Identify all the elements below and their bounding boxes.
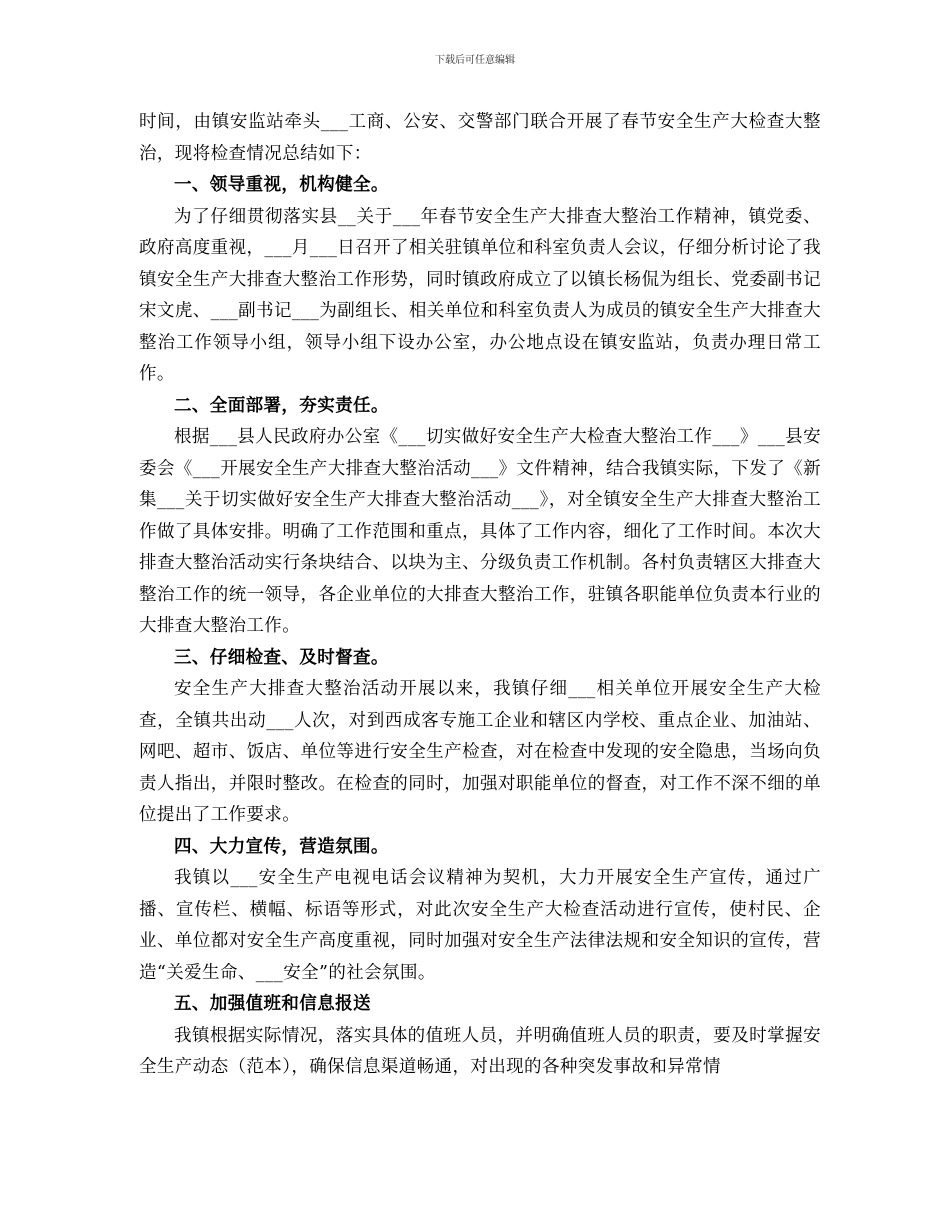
paragraph-section-5: 我镇根据实际情况，落实具体的值班人员，并明确值班人员的职责，要及时掌握安全生产动态（范本），确保信息渠道畅通，对出现的各种突发事故和异常情 xyxy=(139,1025,821,1077)
paragraph-section-4: 我镇以___安全生产电视电话会议精神为契机，大力开展安全生产宣传，通过广播、宣传栏、横幅、标语等形式，对此次安全生产大检查活动进行宣传，使村民、企业、单位都对安全生产高度重视，同时加强对安全生产法律法规和安全知识的宣传，营造“关爱生命、___安全”的社会氛围。 xyxy=(139,868,821,983)
paragraph-section-1: 为了仔细贯彻落实县__关于___年春节安全生产大排查大整治工作精神，镇党委、政府高度重视，___月___日召开了相关驻镇单位和科室负责人会议，仔细分析讨论了我镇安全生产大排查大整治工作形势，同时镇政府成立了以镇长杨侃为组长、党委副书记宋文虎、___副书记___为副组长、相关单位和科室负责人为成员的镇安全生产大排查大整治工作领导小组，领导小组下设办公室，办公地点设在镇安监站，负责办理日常工作。 xyxy=(139,206,821,384)
page-header: 下载后可任意编辑 xyxy=(435,55,515,66)
paragraph-section-3: 安全生产大排查大整治活动开展以来，我镇仔细___相关单位开展安全生产大检查，全镇共出动___人次，对到西成客专施工企业和辖区内学校、重点企业、加油站、网吧、超市、饭店、单位等进行安全生产检查，对在检查中发现的安全隐患，当场向负责人指出，并限时整改。在检查的同时，加强对职能单位的督查，对工作不深不细的单位提出了工作要求。 xyxy=(139,679,821,825)
paragraph-section-2: 根据___县人民政府办公室《___切实做好安全生产大检查大整治工作___》___县安委会《___开展安全生产大排查大整治活动___》文件精神，结合我镇实际，下发了《新集___关于切实做好安全生产大排查大整治活动___》，对全镇安全生产大排查大整治工作做了具体安排。明确了工作范围和重点，具体了工作内容，细化了工作时间。本次大排查大整治活动实行条块结合、以块为主、分级负责工作机制。各村负责辖区大排查大整治工作的统一领导，各企业单位的大排查大整治工作，驻镇各职能单位负责本行业的大排查大整治工作。 xyxy=(139,427,821,636)
section-heading-5: 五、加强值班和信息报送 xyxy=(174,994,371,1014)
section-heading-1: 一、领导重视，机构健全。 xyxy=(174,175,389,195)
section-heading-3: 三、仔细检查、及时督查。 xyxy=(174,647,389,668)
document-body xyxy=(139,107,821,1084)
section-heading-4: 四、大力宣传，营造氛围。 xyxy=(174,836,389,857)
section-heading-2: 二、全面部署，夯实责任。 xyxy=(174,395,389,416)
paragraph-intro: 时间，由镇安监站牵头___工商、公安、交警部门联合开展了春节安全生产大检查大整治，现将检查情况总结如下： xyxy=(139,112,821,164)
